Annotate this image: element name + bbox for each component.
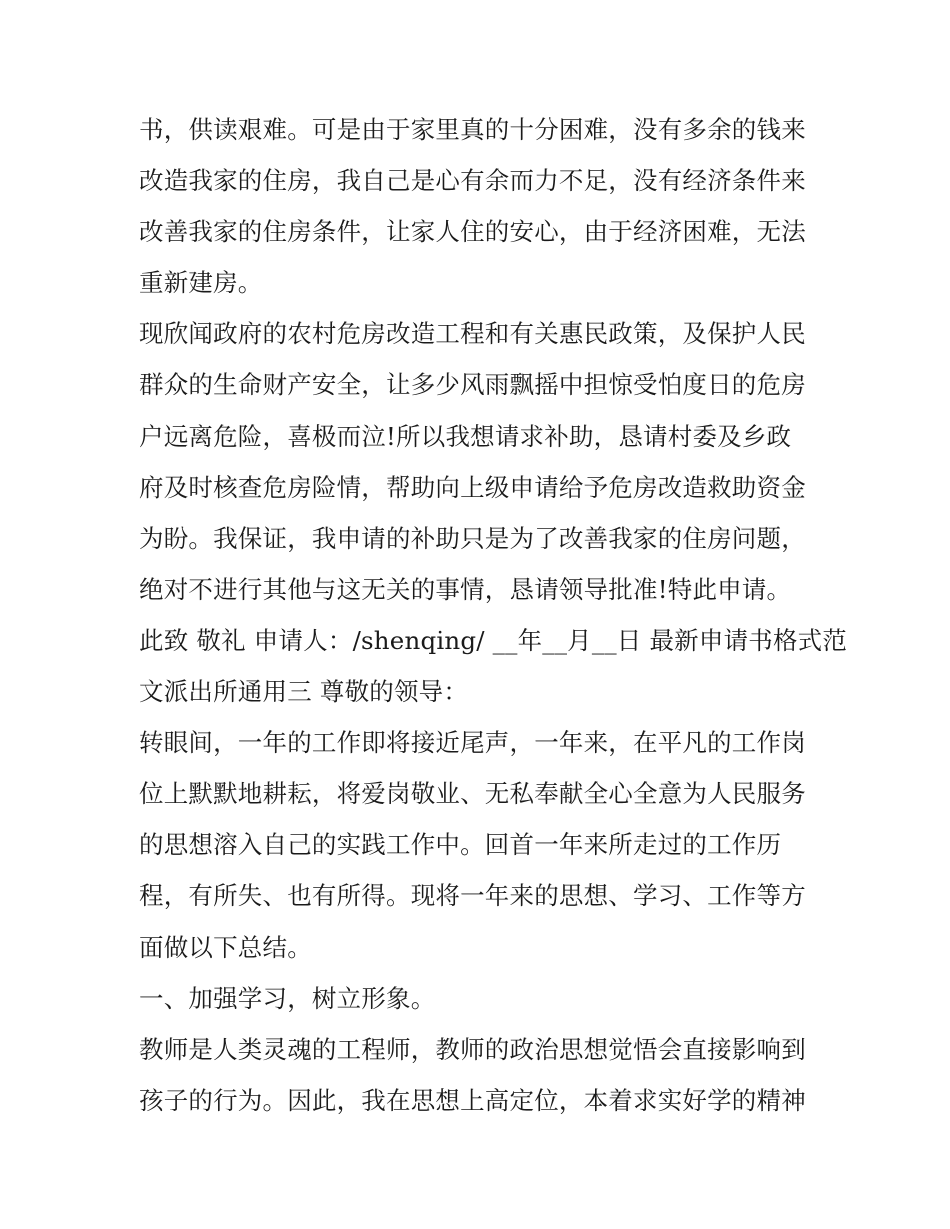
text-line: 现欣闻政府的农村危房改造工程和有关惠民政策，及保护人民: [139, 319, 806, 349]
document-body: [139, 104, 848, 1126]
text-line: 位上默默地耕耘，将爱岗敬业、无私奉献全心全意为人民服务: [139, 779, 806, 809]
text-line: 重新建房。: [139, 268, 263, 298]
text-line: 程，有所失、也有所得。现将一年来的思想、学习、工作等方: [139, 881, 806, 911]
section-heading: 一、加强学习，树立形象。: [139, 983, 436, 1013]
text-line: 此致 敬礼 申请人：/shenqing/ __年__月__日 最新申请书格式范: [139, 625, 848, 655]
text-line: 的思想溶入自己的实践工作中。回首一年来所走过的工作历: [139, 830, 782, 860]
text-line: 孩子的行为。因此，我在思想上高定位，本着求实好学的精神: [139, 1085, 806, 1115]
text-line: 户远离危险，喜极而泣!所以我想请求补助，恳请村委及乡政: [139, 421, 792, 451]
text-line: 转眼间，一年的工作即将接近尾声，一年来，在平凡的工作岗: [139, 728, 806, 758]
text-line: 为盼。我保证，我申请的补助只是为了改善我家的住房问题，: [139, 523, 806, 553]
text-line: 府及时核查危房险情，帮助向上级申请给予危房改造救助资金: [139, 472, 806, 502]
text-line: 改善我家的住房条件，让家人住的安心，由于经济困难，无法: [139, 217, 806, 247]
text-line: 群众的生命财产安全，让多少风雨飘摇中担惊受怕度日的危房: [139, 370, 806, 400]
text-line: 书，供读艰难。可是由于家里真的十分困难，没有多余的钱来: [139, 115, 806, 144]
text-line: 文派出所通用三 尊敬的领导：: [139, 677, 469, 707]
text-line: 面做以下总结。: [139, 932, 312, 962]
text-line: 绝对不进行其他与这无关的事情，恳请领导批准!特此申请。: [139, 574, 792, 604]
text-line: 教师是人类灵魂的工程师，教师的政治思想觉悟会直接影响到: [139, 1034, 806, 1064]
text-line: 改造我家的住房，我自己是心有余而力不足，没有经济条件来: [139, 166, 806, 196]
